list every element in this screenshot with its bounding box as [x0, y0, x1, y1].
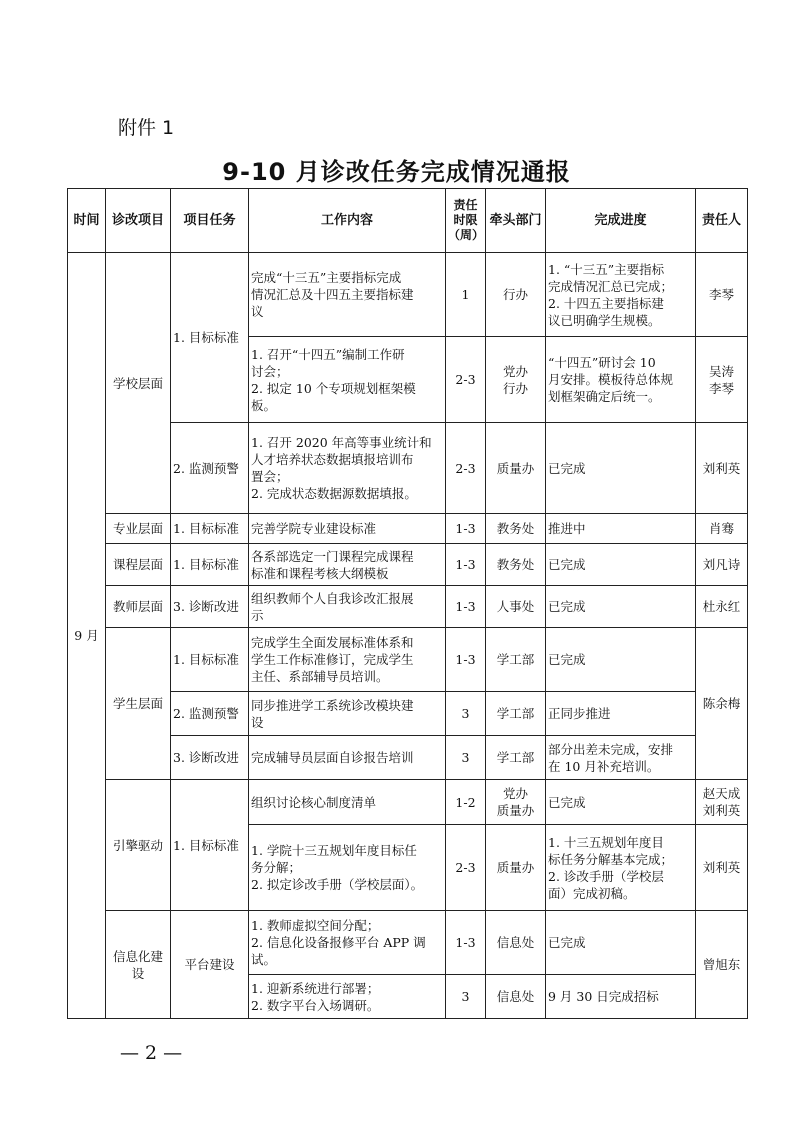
content-cell: 1. 召开 2020 年高等事业统计和 人才培养状态数据填报培训布 置会； 2. 完成状态数据源数据填报。 — [249, 423, 446, 514]
limit-cell: 1-3 — [446, 544, 486, 586]
dept-cell: 人事处 — [486, 586, 546, 628]
content-cell: 完成“十三五”主要指标完成 情况汇总及十四五主要指标建 议 — [249, 253, 446, 337]
dept-cell: 信息处 — [486, 975, 546, 1019]
content-cell: 完善学院专业建设标准 — [249, 514, 446, 544]
header-progress: 完成进度 — [546, 189, 696, 253]
limit-cell: 1 — [446, 253, 486, 337]
task-course-target: 1. 目标标准 — [171, 544, 249, 586]
table-row — [68, 780, 748, 825]
task-info-platform: 平台建设 — [171, 911, 249, 1019]
table-row — [68, 253, 748, 337]
content-cell: 1. 迎新系统进行部署； 2. 数字平台入场调研。 — [249, 975, 446, 1019]
group-teacher: 教师层面 — [106, 586, 171, 628]
dept-cell: 信息处 — [486, 911, 546, 975]
owner-cell: 刘凡诗 — [696, 544, 748, 586]
owner-cell: 李琴 — [696, 253, 748, 337]
table-row — [68, 628, 748, 692]
dept-cell: 学工部 — [486, 692, 546, 736]
content-cell: 1. 教师虚拟空间分配； 2. 信息化设备报修平台 APP 调 试。 — [249, 911, 446, 975]
header-item: 诊改项目 — [106, 189, 171, 253]
month-cell: 9 月 — [68, 253, 106, 1019]
limit-cell: 3 — [446, 736, 486, 780]
content-cell: 完成辅导员层面自诊报告培训 — [249, 736, 446, 780]
header-content: 工作内容 — [249, 189, 446, 253]
dept-cell: 教务处 — [486, 514, 546, 544]
owner-cell: 吴涛 李琴 — [696, 337, 748, 423]
progress-cell: 正同步推进 — [546, 692, 696, 736]
task-engine-target: 1. 目标标准 — [171, 780, 249, 911]
progress-cell: 已完成 — [546, 628, 696, 692]
task-student-target: 1. 目标标准 — [171, 628, 249, 692]
owner-cell: 刘利英 — [696, 423, 748, 514]
limit-cell: 3 — [446, 692, 486, 736]
progress-cell: 已完成 — [546, 780, 696, 825]
limit-cell: 2-3 — [446, 423, 486, 514]
dept-cell: 质量办 — [486, 423, 546, 514]
dept-cell: 行办 — [486, 253, 546, 337]
group-course: 课程层面 — [106, 544, 171, 586]
dept-cell: 学工部 — [486, 628, 546, 692]
owner-cell: 曾旭东 — [696, 911, 748, 1019]
progress-cell: “十四五”研讨会 10 月安排。模板待总体规 划框架确定后统一。 — [546, 337, 696, 423]
header-owner: 责任人 — [696, 189, 748, 253]
task-student-monitor: 2. 监测预警 — [171, 692, 249, 736]
header-dept: 牵头部门 — [486, 189, 546, 253]
progress-cell: 推进中 — [546, 514, 696, 544]
header-task: 项目任务 — [171, 189, 249, 253]
group-student: 学生层面 — [106, 628, 171, 780]
dept-cell: 质量办 — [486, 825, 546, 911]
table-row — [68, 911, 748, 975]
dept-cell: 党办 质量办 — [486, 780, 546, 825]
content-cell: 组织教师个人自我诊改汇报展 示 — [249, 586, 446, 628]
content-cell: 各系部选定一门课程完成课程 标准和课程考核大纲模板 — [249, 544, 446, 586]
owner-cell: 赵天成 刘利英 — [696, 780, 748, 825]
limit-cell: 2-3 — [446, 337, 486, 423]
group-engine: 引擎驱动 — [106, 780, 171, 911]
page-number: — 2 — — [120, 1042, 183, 1064]
limit-cell: 1-3 — [446, 911, 486, 975]
limit-cell: 2-3 — [446, 825, 486, 911]
task-teacher-diag: 3. 诊断改进 — [171, 586, 249, 628]
table-row — [68, 544, 748, 586]
report-table — [67, 188, 748, 1019]
progress-cell: 已完成 — [546, 586, 696, 628]
content-cell: 组织讨论核心制度清单 — [249, 780, 446, 825]
limit-cell: 3 — [446, 975, 486, 1019]
limit-cell: 1-2 — [446, 780, 486, 825]
owner-cell: 肖骞 — [696, 514, 748, 544]
progress-cell: 已完成 — [546, 423, 696, 514]
dept-cell: 党办 行办 — [486, 337, 546, 423]
progress-cell: 1. 十三五规划年度目 标任务分解基本完成； 2. 诊改手册（学校层 面）完成初稿。 — [546, 825, 696, 911]
limit-cell: 1-3 — [446, 628, 486, 692]
progress-cell: 1. “十三五”主要指标 完成情况汇总已完成； 2. 十四五主要指标建 议已明确学生规模。 — [546, 253, 696, 337]
dept-cell: 学工部 — [486, 736, 546, 780]
owner-cell: 陈余梅 — [696, 628, 748, 780]
group-school: 学校层面 — [106, 253, 171, 514]
task-school-monitor: 2. 监测预警 — [171, 423, 249, 514]
owner-cell: 杜永红 — [696, 586, 748, 628]
limit-cell: 1-3 — [446, 586, 486, 628]
content-cell: 完成学生全面发展标准体系和 学生工作标准修订，完成学生 主任、系部辅导员培训。 — [249, 628, 446, 692]
header-row — [68, 189, 748, 253]
page-title: 9-10 月诊改任务完成情况通报 — [222, 158, 571, 186]
table-row — [68, 514, 748, 544]
task-school-target: 1. 目标标准 — [171, 253, 249, 423]
progress-cell: 已完成 — [546, 911, 696, 975]
owner-cell: 刘利英 — [696, 825, 748, 911]
content-cell: 1. 学院十三五规划年度目标任 务分解； 2. 拟定诊改手册（学校层面）。 — [249, 825, 446, 911]
group-major: 专业层面 — [106, 514, 171, 544]
task-student-diag: 3. 诊断改进 — [171, 736, 249, 780]
attachment-label: 附件 1 — [118, 117, 175, 139]
task-major-target: 1. 目标标准 — [171, 514, 249, 544]
progress-cell: 9 月 30 日完成招标 — [546, 975, 696, 1019]
dept-cell: 教务处 — [486, 544, 546, 586]
table-row — [68, 586, 748, 628]
limit-cell: 1-3 — [446, 514, 486, 544]
progress-cell: 已完成 — [546, 544, 696, 586]
group-info: 信息化建 设 — [106, 911, 171, 1019]
progress-cell: 部分出差未完成，安排 在 10 月补充培训。 — [546, 736, 696, 780]
content-cell: 同步推进学工系统诊改模块建 设 — [249, 692, 446, 736]
header-time: 时间 — [68, 189, 106, 253]
header-limit: 责任 时限 （周） — [446, 189, 486, 253]
content-cell: 1. 召开“十四五”编制工作研 讨会； 2. 拟定 10 个专项规划框架模 板。 — [249, 337, 446, 423]
